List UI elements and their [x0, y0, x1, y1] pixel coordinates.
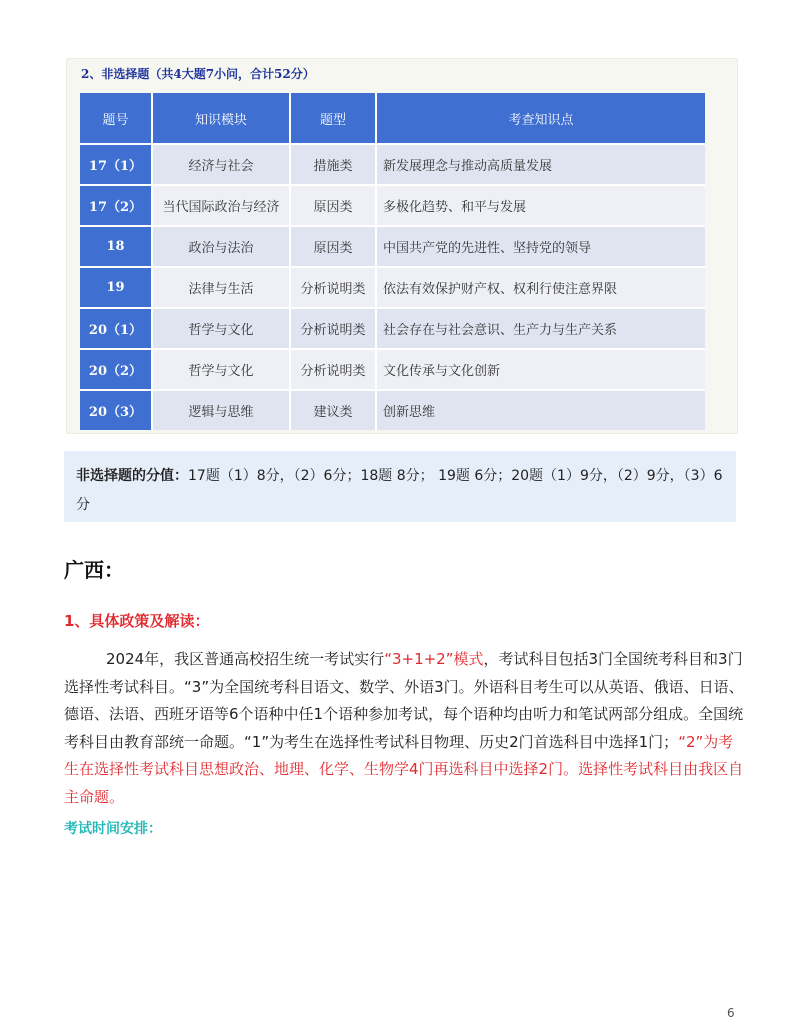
section-policy-title: 1、具体政策及解读：	[64, 612, 210, 630]
paragraph-part-3: ，考试科目包括3门全国统考科目和3门选择性考试科目。“3”为全国统考科目语文、数学、外语3门。外语科目考生可以从英语、俄语、日语、德语、法语、西班牙语等6个语种中任1个语种参加考试，每个语种均由听力和笔试两部分组成。全国统考科目由教育部统一命题。“1”为考生在选择性考试科目物理、历史2门首选科目中选择1门；	[64, 650, 744, 751]
figure-title: 2、非选择题（共4大题7小问，合计52分）	[81, 67, 315, 81]
cell-type: 原因类	[290, 226, 376, 267]
table-row	[80, 144, 705, 185]
paragraph-elective-highlight: “2”为考生在选择性考试科目思想政治、地理、化学、生物学4门再选科目中选择2门。选择性考试科目由我区自主命题。	[64, 732, 744, 806]
cell-point: 多极化趋势、和平与发展	[376, 185, 705, 226]
cell-point: 新发展理念与推动高质量发展	[376, 144, 705, 185]
cell-point: 社会存在与社会意识、生产力与生产关系	[376, 308, 705, 349]
cell-type: 分析说明类	[290, 349, 376, 390]
table-row	[80, 226, 705, 267]
cell-type: 分析说明类	[290, 308, 376, 349]
table-row	[80, 390, 705, 430]
paragraph-part-1: 2024年，我区普通高校招生统一考试实行	[106, 650, 385, 668]
table-row	[80, 267, 705, 308]
cell-point: 创新思维	[376, 390, 705, 430]
table-row	[80, 185, 705, 226]
cell-num: 17（1）	[80, 144, 152, 185]
score-text: 17题（1）8分，（2）6分；18题 8分； 19题 6分；20题（1）9分，（2）9分，（3）6分	[76, 468, 723, 513]
section-schedule-title: 考试时间安排：	[64, 821, 162, 837]
header-point: 考查知识点	[376, 93, 705, 144]
cell-module: 经济与社会	[152, 144, 290, 185]
cell-type: 措施类	[290, 144, 376, 185]
cell-module: 法律与生活	[152, 267, 290, 308]
cell-type: 建议类	[290, 390, 376, 430]
knowledge-table-figure	[66, 58, 738, 434]
cell-num: 20（2）	[80, 349, 152, 390]
cell-num: 20（3）	[80, 390, 152, 430]
cell-num: 17（2）	[80, 185, 152, 226]
cell-module: 逻辑与思维	[152, 390, 290, 430]
cell-module: 当代国际政治与经济	[152, 185, 290, 226]
cell-type: 分析说明类	[290, 267, 376, 308]
table-header-row	[80, 93, 705, 144]
cell-num: 20（1）	[80, 308, 152, 349]
cell-point: 文化传承与文化创新	[376, 349, 705, 390]
cell-point: 依法有效保护财产权、权利行使注意界限	[376, 267, 705, 308]
table-row	[80, 349, 705, 390]
cell-module: 哲学与文化	[152, 308, 290, 349]
paragraph-mode-highlight: “3+1+2”模式	[384, 650, 484, 668]
score-summary-box	[64, 451, 736, 522]
header-num: 题号	[80, 93, 152, 144]
cell-point: 中国共产党的先进性、坚持党的领导	[376, 226, 705, 267]
header-type: 题型	[290, 93, 376, 144]
cell-num: 19	[80, 267, 152, 308]
table-row	[80, 308, 705, 349]
region-title: 广西：	[64, 558, 124, 582]
policy-paragraph	[64, 646, 744, 811]
cell-module: 政治与法治	[152, 226, 290, 267]
score-label: 非选择题的分值：	[76, 468, 188, 484]
cell-num: 18	[80, 226, 152, 267]
knowledge-table	[80, 93, 705, 430]
page-number: 6	[727, 1006, 735, 1020]
cell-type: 原因类	[290, 185, 376, 226]
header-module: 知识模块	[152, 93, 290, 144]
cell-module: 哲学与文化	[152, 349, 290, 390]
